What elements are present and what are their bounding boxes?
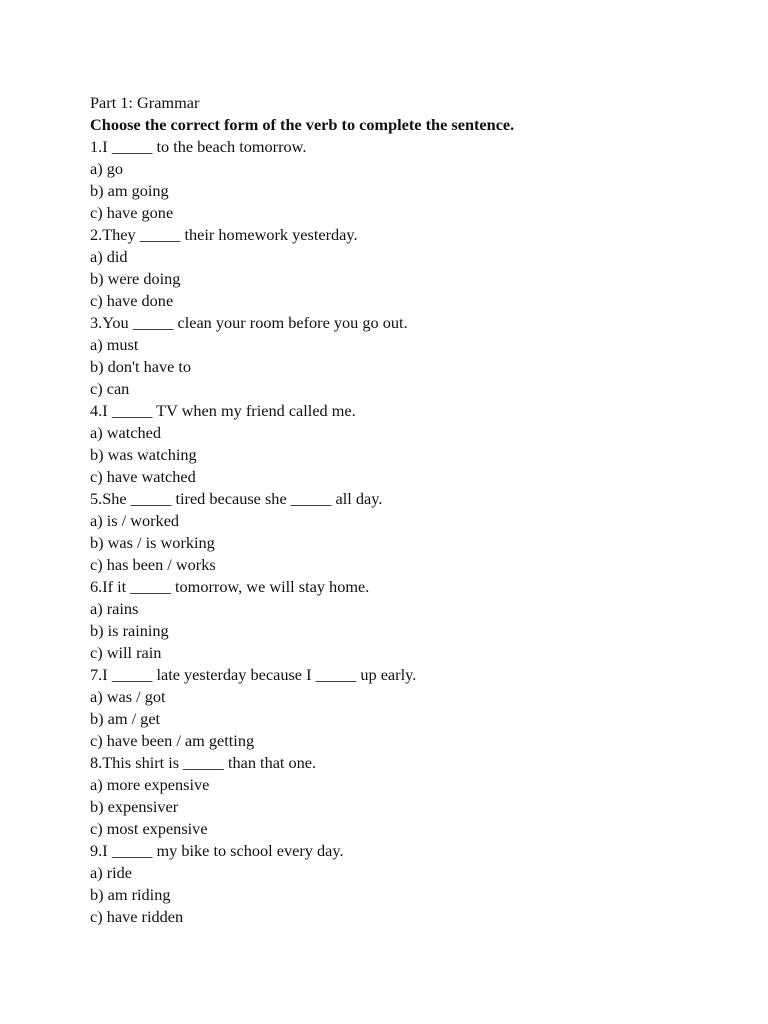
option-c: c) will rain [90, 643, 162, 662]
option-a: a) is / worked [90, 511, 180, 530]
option-b: b) was watching [90, 445, 197, 464]
option-c: c) have watched [90, 467, 196, 486]
option-c: c) have been / am getting [90, 731, 255, 750]
question-stem: 1.I _____ to the beach tomorrow. [90, 137, 307, 156]
option-a: a) rains [90, 599, 139, 618]
part-title: Part 1: Grammar [90, 93, 200, 112]
instructions: Choose the correct form of the verb to complete the sentence. [90, 115, 515, 134]
option-a: a) ride [90, 863, 133, 882]
question-stem: 6.If it _____ tomorrow, we will stay home. [90, 577, 370, 596]
worksheet [90, 92, 730, 928]
option-a: a) did [90, 247, 128, 266]
option-b: b) am / get [90, 709, 161, 728]
question-7 [90, 664, 730, 752]
option-c: c) can [90, 379, 130, 398]
question-stem: 8.This shirt is _____ than that one. [90, 753, 317, 772]
question-stem: 7.I _____ late yesterday because I _____ up early. [90, 665, 417, 684]
question-9 [90, 840, 730, 928]
question-stem: 5.She _____ tired because she _____ all day. [90, 489, 383, 508]
option-a: a) more expensive [90, 775, 210, 794]
option-a: a) was / got [90, 687, 166, 706]
question-stem: 2.They _____ their homework yesterday. [90, 225, 358, 244]
option-c: c) has been / works [90, 555, 216, 574]
question-8 [90, 752, 730, 840]
option-c: c) have done [90, 291, 174, 310]
option-b: b) is raining [90, 621, 169, 640]
question-stem: 9.I _____ my bike to school every day. [90, 841, 344, 860]
option-c: c) have gone [90, 203, 174, 222]
option-b: b) am going [90, 181, 169, 200]
question-stem: 4.I _____ TV when my friend called me. [90, 401, 356, 420]
option-a: a) watched [90, 423, 161, 442]
question-3 [90, 312, 730, 400]
question-stem: 3.You _____ clean your room before you go out. [90, 313, 408, 332]
option-a: a) must [90, 335, 139, 354]
option-b: b) don't have to [90, 357, 192, 376]
question-6 [90, 576, 730, 664]
option-b: b) expensiver [90, 797, 179, 816]
question-5 [90, 488, 730, 576]
question-2 [90, 224, 730, 312]
option-b: b) were doing [90, 269, 181, 288]
question-4 [90, 400, 730, 488]
option-c: c) most expensive [90, 819, 208, 838]
option-a: a) go [90, 159, 123, 178]
option-b: b) was / is working [90, 533, 215, 552]
question-1 [90, 136, 730, 224]
option-c: c) have ridden [90, 907, 184, 926]
option-b: b) am riding [90, 885, 171, 904]
